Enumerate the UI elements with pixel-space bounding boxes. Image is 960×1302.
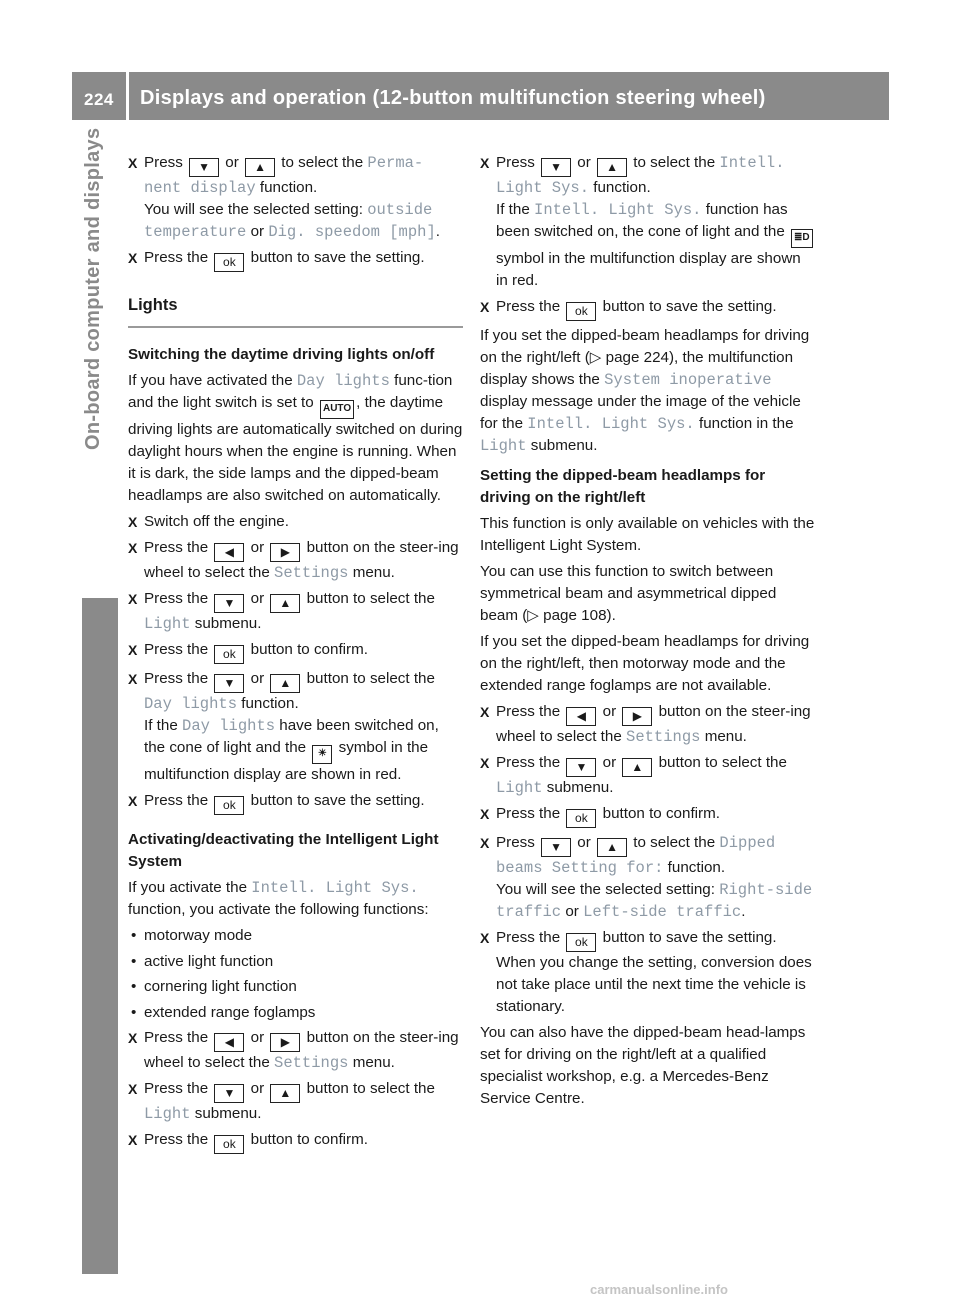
step-arrow-icon: X [128, 1081, 138, 1097]
ok-key-icon: ok [214, 645, 244, 664]
step: X Press the ok button to save the setting. When you change the setting, conversion does not take place until the next time the vehicle is stationary. [480, 929, 812, 1015]
ok-key-icon: ok [566, 302, 596, 321]
step-arrow-icon: X [480, 835, 490, 851]
paragraph: If you set the dipped-beam headlamps for driving on the right/left (▷ page 224), the multifunction display shows the System inoperative display message under the image of the vehicle for the Intell. Light Sys. function in the Light submenu. [480, 327, 810, 455]
step-arrow-icon: X [480, 755, 490, 771]
section-heading: Lights [128, 296, 178, 314]
step-arrow-icon: X [128, 155, 138, 171]
step-arrow-icon: X [480, 806, 490, 822]
list-item: • active light function [131, 952, 274, 970]
step-arrow-icon: X [128, 1132, 138, 1148]
up-key-icon: ▲ [597, 158, 627, 177]
step: X Press the ok button to confirm. [480, 803, 815, 828]
auto-light-icon: AUTO [320, 400, 354, 419]
step-arrow-icon: X [128, 591, 138, 607]
chapter-sidebar [82, 128, 118, 1278]
subsection-heading: Activating/deactivating the Intelligent Light System [128, 831, 439, 870]
paragraph: If you activate the Intell. Light Sys. function, you activate the following functions: [128, 879, 429, 918]
step: X Press the ok button to confirm. [128, 1129, 463, 1154]
down-key-icon: ▼ [214, 674, 244, 693]
step: X Switch off the engine. [128, 511, 463, 533]
down-key-icon: ▼ [214, 594, 244, 613]
page-number: 224 [84, 90, 114, 109]
left-key-icon: ◀ [214, 1033, 244, 1052]
ok-key-icon: ok [214, 1135, 244, 1154]
left-key-icon: ◀ [566, 707, 596, 726]
step-arrow-icon: X [128, 793, 138, 809]
paragraph: You can use this function to switch between symmetrical beam and asymmetrical dipped beam (▷ page 108). [480, 563, 777, 624]
list-item: • extended range foglamps [131, 1003, 316, 1021]
up-key-icon: ▲ [270, 594, 300, 613]
right-key-icon: ▶ [270, 543, 300, 562]
down-key-icon: ▼ [541, 838, 571, 857]
step-arrow-icon: X [480, 299, 490, 315]
left-column [128, 152, 463, 1158]
footer-watermark: carmanualsonline.info [590, 1282, 728, 1297]
list-item: • cornering light function [131, 978, 297, 995]
step-arrow-icon: X [128, 642, 138, 658]
paragraph: If you set the dipped-beam headlamps for driving on the right/left, then motorway mode and the extended range foglamps are not available. [480, 633, 810, 694]
right-column [480, 152, 815, 1114]
ok-key-icon: ok [214, 253, 244, 272]
step: X Press ▼ or ▲ to select the Intell. Light Sys. function. If the Intell. Light Sys. function has been switched on, the cone of light and the ≣D symbol in the multifunction display are shown in red. [480, 152, 815, 292]
step-arrow-icon: X [480, 704, 490, 720]
paragraph: This function is only available on vehicles with the Intelligent Light System. [480, 515, 815, 554]
list-item: • motorway mode [131, 927, 253, 944]
subsection-heading: Switching the daytime driving lights on/off [128, 346, 435, 363]
page-title: Displays and operation (12-button multifunction steering wheel) [140, 87, 766, 109]
ok-key-icon: ok [214, 796, 244, 815]
step: X Press the ◀ or ▶ button on the steer-ing wheel to select the Settings menu. [480, 703, 811, 746]
step-arrow-icon: X [128, 514, 138, 530]
step-arrow-icon: X [128, 250, 138, 266]
sun-icon: ☀ [312, 745, 332, 764]
down-key-icon: ▼ [566, 758, 596, 777]
up-key-icon: ▲ [245, 158, 275, 177]
header-separator [126, 72, 129, 120]
down-key-icon: ▼ [189, 158, 219, 177]
step: X Press the ◀ or ▶ button on the steer-ing wheel to select the Settings menu. [128, 1029, 459, 1072]
step-arrow-icon: X [480, 930, 490, 946]
page-header [72, 72, 889, 120]
ok-key-icon: ok [566, 933, 596, 952]
step: X Press the ▼ or ▲ button to select the Light submenu. [480, 754, 787, 797]
dipped-beam-icon: ≣D [791, 229, 813, 248]
down-key-icon: ▼ [214, 1084, 244, 1103]
step: X Press the ▼ or ▲ button to select the Light submenu. [128, 1080, 435, 1123]
section-divider [128, 326, 463, 328]
step: X Press the ok button to save the setting. [128, 790, 463, 815]
up-key-icon: ▲ [597, 838, 627, 857]
step: X Press the ok button to save the setting. [128, 247, 463, 272]
up-key-icon: ▲ [270, 1084, 300, 1103]
right-key-icon: ▶ [622, 707, 652, 726]
step: X Press the ▼ or ▲ button to select the Day lights function. If the Day lights have been switched on, the cone of light and the ☀ symbol in the multifunction display are shown in red. [128, 670, 439, 783]
step-arrow-icon: X [128, 671, 138, 687]
up-key-icon: ▲ [270, 674, 300, 693]
step: X Press the ◀ or ▶ button on the steer-ing wheel to select the Settings menu. [128, 539, 459, 582]
step: X Press ▼ or ▲ to select the Dipped beams Setting for: function. You will see the selected setting: Right-side traffic or Left-side traffic. [480, 834, 813, 921]
paragraph: You can also have the dipped-beam head-lamps set for driving on the right/left at a qualified specialist workshop, e.g. a Mercedes-Benz Service Centre. [480, 1024, 806, 1107]
step-arrow-icon: X [128, 540, 138, 556]
step: X Press the ok button to save the setting. [480, 296, 815, 321]
ok-key-icon: ok [566, 809, 596, 828]
step-arrow-icon: X [480, 155, 490, 171]
step: X Press the ▼ or ▲ button to select the Light submenu. [128, 590, 435, 633]
chapter-tab [82, 598, 118, 1274]
up-key-icon: ▲ [622, 758, 652, 777]
step: X Press ▼ or ▲ to select the Perma‐ nent display function. You will see the selected setting: outside temperature or Dig. speedom [mph]. [128, 154, 440, 241]
chapter-title: On-board computer and displays [82, 128, 104, 451]
down-key-icon: ▼ [541, 158, 571, 177]
step: X Press the ok button to confirm. [128, 639, 463, 664]
paragraph: If you have activated the Day lights func-tion and the light switch is set to AUTO , the daytime driving lights are automatically switched on during daylight hours when the engine is running. When it is dark, the side lamps and the dipped-beam headlamps are also switched on automatically. [128, 372, 463, 504]
left-key-icon: ◀ [214, 543, 244, 562]
right-key-icon: ▶ [270, 1033, 300, 1052]
step-arrow-icon: X [128, 1030, 138, 1046]
subsection-heading: Setting the dipped-beam headlamps for driving on the right/left [480, 467, 766, 506]
